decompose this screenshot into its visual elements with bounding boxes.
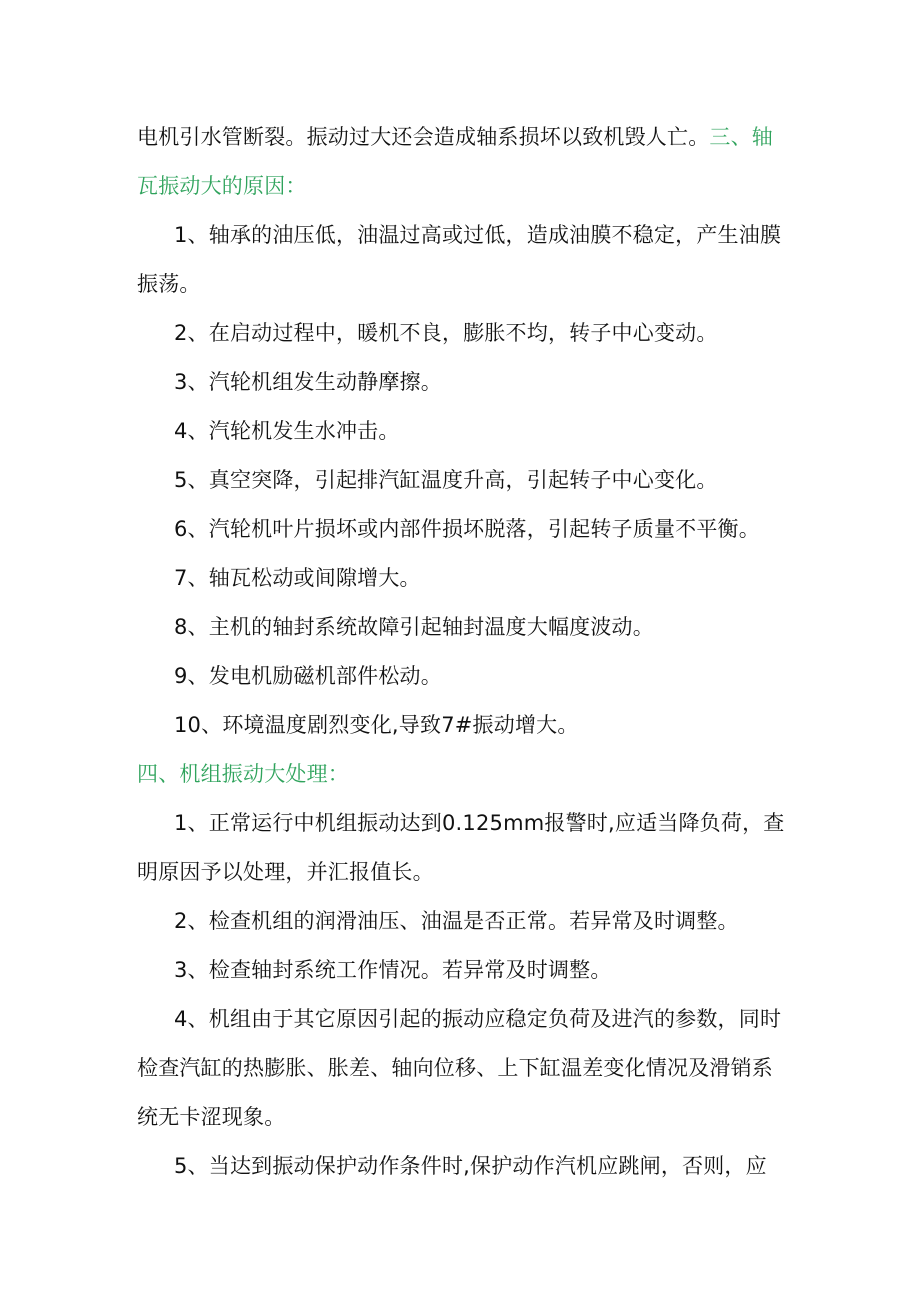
handling-item-1-continuation: 明原因予以处理，并汇报值长。 <box>137 860 434 884</box>
cause-item-2: 2、在启动过程中，暖机不良，膨胀不均，转子中心变动。 <box>174 321 718 345</box>
section4-heading: 四、机组振动大处理： <box>137 762 349 786</box>
cause-item-5: 5、真空突降，引起排汽缸温度升高，引起转子中心变化。 <box>174 468 718 492</box>
handling-item-2: 2、检查机组的润滑油压、油温是否正常。若异常及时调整。 <box>174 909 739 933</box>
cause-item-9: 9、发电机励磁机部件松动。 <box>174 664 442 688</box>
handling-item-3: 3、检查轴封系统工作情况。若异常及时调整。 <box>174 958 612 982</box>
intro-line-1 <box>137 113 787 162</box>
document-body <box>137 113 787 1191</box>
cause-item-8: 8、主机的轴封系统故障引起轴封温度大幅度波动。 <box>174 615 654 639</box>
cause-item-1: 1、轴承的油压低，油温过高或过低，造成油膜不稳定，产生油膜 <box>174 223 782 247</box>
handling-item-5: 5、当达到振动保护动作条件时,保护动作汽机应跳闸，否则，应 <box>174 1154 767 1178</box>
cause-item-10: 10、环境温度剧烈变化,导致7#振动增大。 <box>174 713 579 737</box>
cause-item-1-continuation: 振荡。 <box>137 272 201 296</box>
section3-heading-start: 三、轴 <box>709 125 774 149</box>
cause-item-6: 6、汽轮机叶片损坏或内部件损坏脱落，引起转子质量不平衡。 <box>174 517 760 541</box>
cause-item-7: 7、轴瓦松动或间隙增大。 <box>174 566 421 590</box>
handling-item-1: 1、正常运行中机组振动达到0.125mm报警时,应适当降负荷，查 <box>174 811 785 835</box>
handling-item-4-continuation-1: 检查汽缸的热膨胀、胀差、轴向位移、上下缸温差变化情况及滑销系 <box>137 1056 773 1080</box>
intro-text: 电机引水管断裂。振动过大还会造成轴系损坏以致机毁人亡。 <box>137 125 710 149</box>
handling-item-4-continuation-2: 统无卡涩现象。 <box>137 1105 286 1129</box>
cause-item-4: 4、汽轮机发生水冲击。 <box>174 419 400 443</box>
cause-item-3: 3、汽轮机组发生动静摩擦。 <box>174 370 442 394</box>
section3-heading-end: 瓦振动大的原因： <box>137 174 307 198</box>
handling-item-4: 4、机组由于其它原因引起的振动应稳定负荷及进汽的参数，同时 <box>174 1007 782 1031</box>
